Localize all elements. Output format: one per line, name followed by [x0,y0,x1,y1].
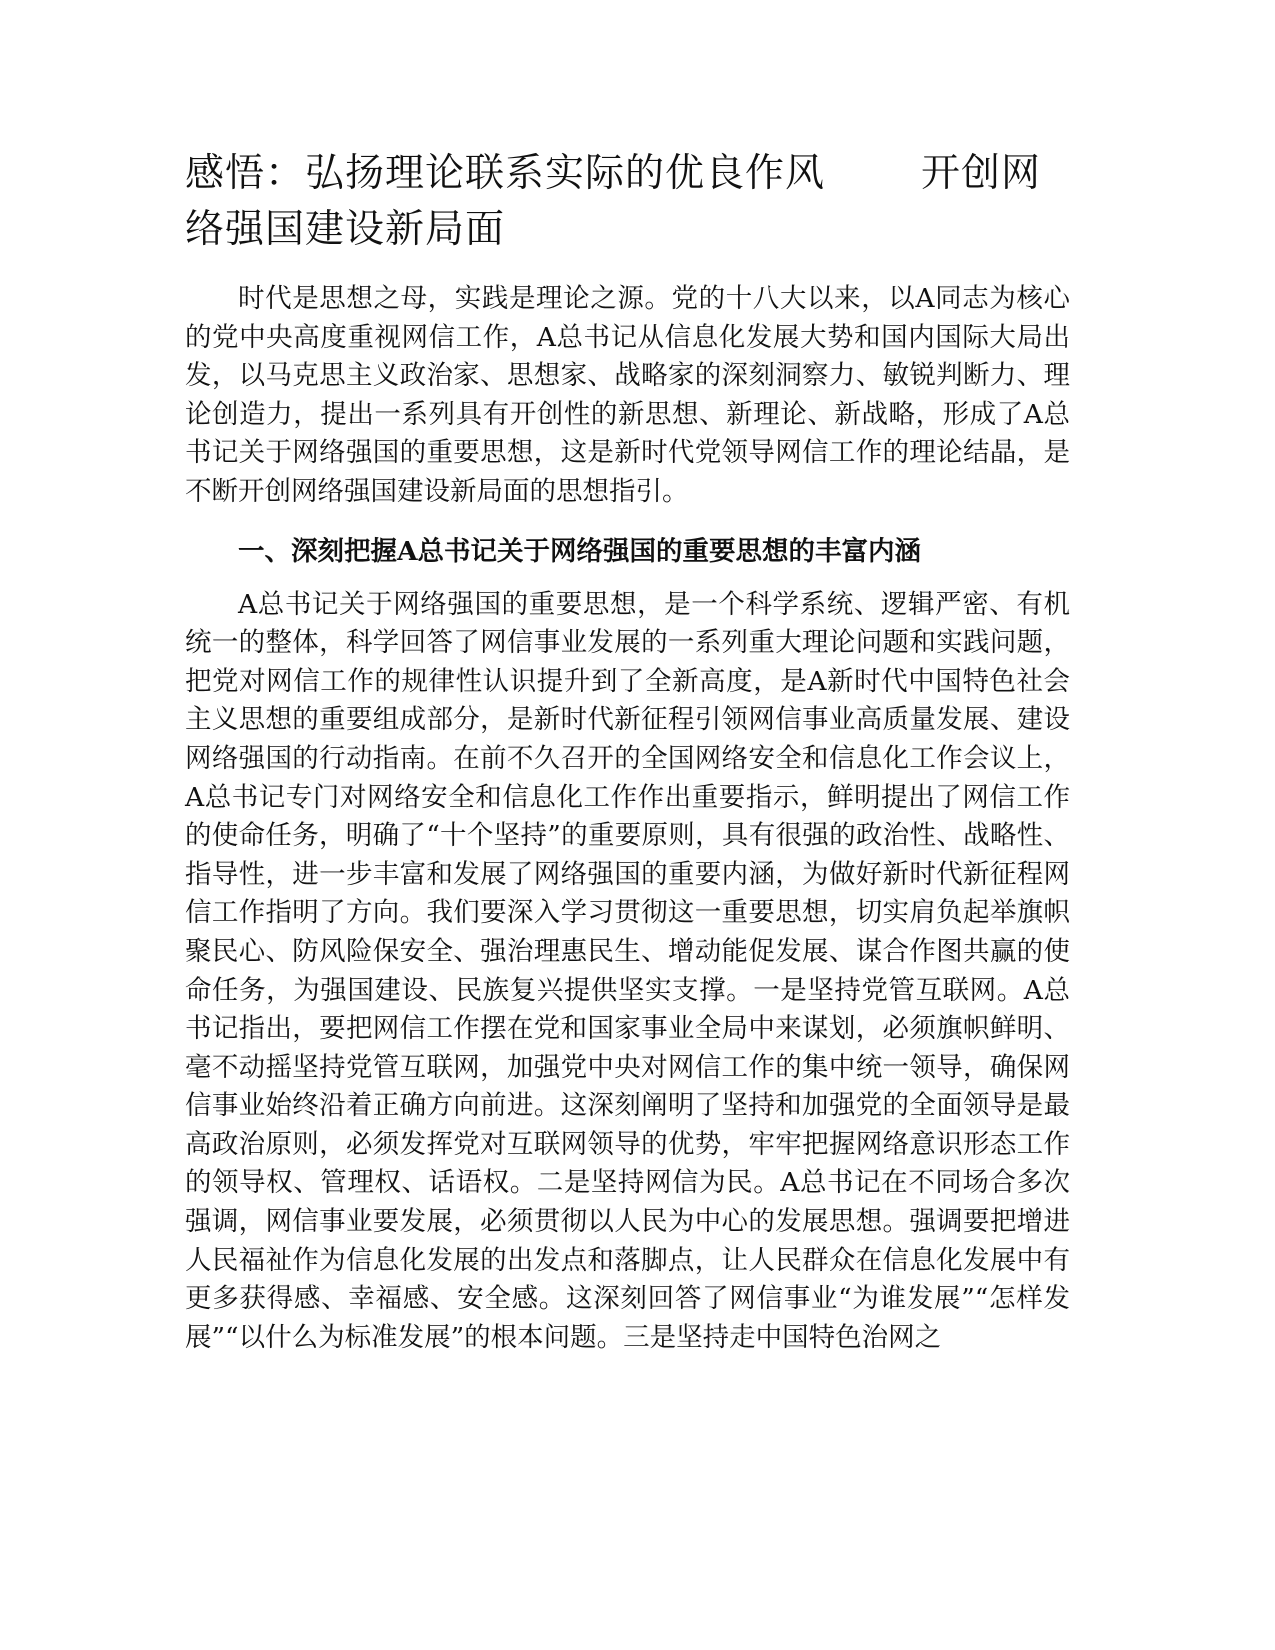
title-part-2-line-2: 络强国建设新局面 [185,207,506,252]
intro-paragraph: 时代是思想之母，实践是理论之源。党的十八大以来，以A同志为核心的党中央高度重视网信工作，A总书记从信息化发展大势和国内国际大局出发，以马克思主义政治家、思想家、战略家的深刻洞察力、敏锐判断力、理论创造力，提出一系列具有开创性的新思想、新理论、新战略，形成了A总书记关于网络强国的重要思想，这是新时代党领导网信工作的理论结晶，是不断开创网络强国建设新局面的思想指引。 [185,283,1070,507]
title-part-2-line-1: 开创网 [921,151,1042,196]
document-title [185,146,1070,258]
document-page [185,146,1070,1357]
section-heading: 一、深刻把握A总书记关于网络强国的重要思想的丰富内涵 [238,535,922,567]
title-part-1: 感悟：弘扬理论联系实际的优良作风 [185,151,826,196]
section-paragraph: A总书记关于网络强国的重要思想，是一个科学系统、逻辑严密、有机统一的整体，科学回答了网信事业发展的一系列重大理论问题和实践问题，把党对网信工作的规律性认识提升到了全新高度，是A新时代中国特色社会主义思想的重要组成部分，是新时代新征程引领网信事业高质量发展、建设网络强国的行动指南。在前不久召开的全国网络安全和信息化工作会议上，A总书记专门对网络安全和信息化工作作出重要指示，鲜明提出了网信工作的使命任务，明确了“十个坚持”的重要原则，具有很强的政治性、战略性、指导性，进一步丰富和发展了网络强国的重要内涵，为做好新时代新征程网信工作指明了方向。我们要深入学习贯彻这一重要思想，切实肩负起举旗帜聚民心、防风险保安全、强治理惠民生、增动能促发展、谋合作图共赢的使命任务，为强国建设、民族复兴提供坚实支撑。一是坚持党管互联网。A总书记指出，要把网信工作摆在党和国家事业全局中来谋划，必须旗帜鲜明、毫不动摇坚持党管互联网，加强党中央对网信工作的集中统一领导，确保网信事业始终沿着正确方向前进。这深刻阐明了坚持和加强党的全面领导是最高政治原则，必须发挥党对互联网领导的优势，牢牢把握网络意识形态工作的领导权、管理权、话语权。二是坚持网信为民。A总书记在不同场合多次强调，网信事业要发展，必须贯彻以人民为中心的发展思想。强调要把增进人民福祉作为信息化发展的出发点和落脚点，让人民群众在信息化发展中有更多获得感、幸福感、安全感。这深刻回答了网信事业“为谁发展”“怎样发展”“以什么为标准发展”的根本问题。三是坚持走中国特色治网之 [185,588,1070,1353]
